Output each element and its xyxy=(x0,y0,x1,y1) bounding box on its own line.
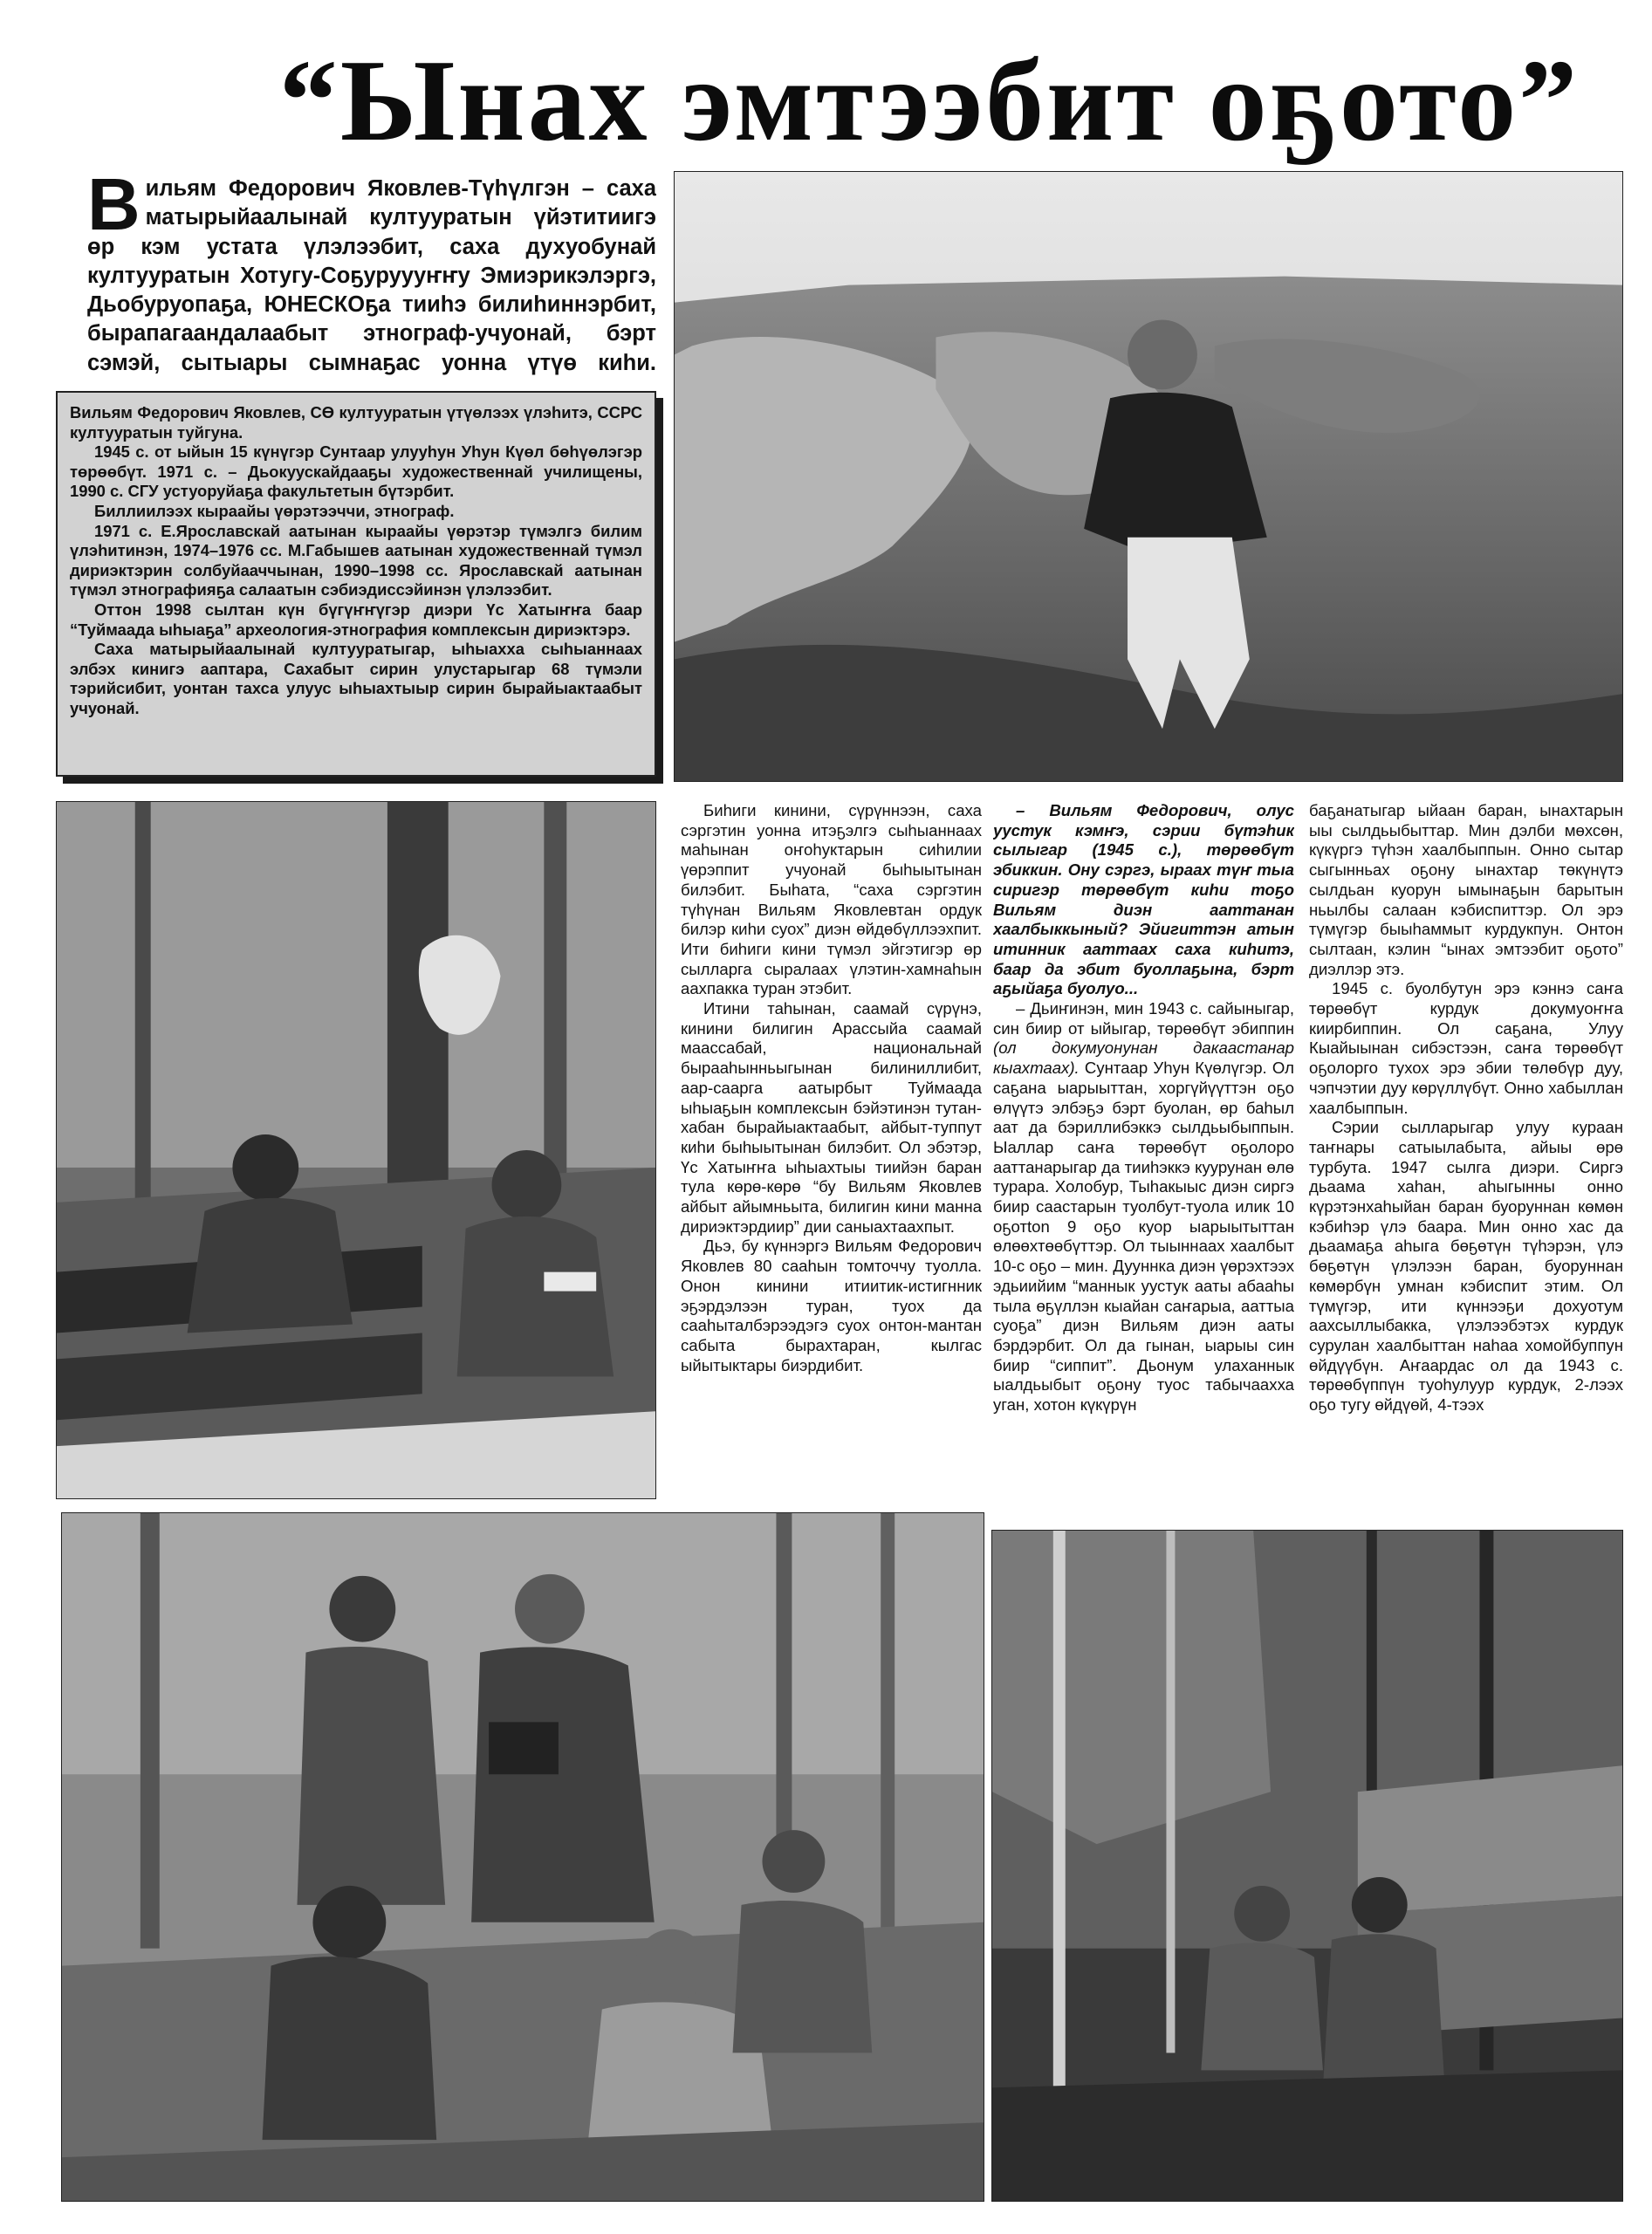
article-column-2 xyxy=(993,801,1294,1530)
lead-paragraph xyxy=(87,175,656,380)
canyon-photo-image xyxy=(675,172,1622,781)
lead-text: ильям Федорович Яковлев-Түһүлгэн – саха матырыйаалынай култууратын үйэтитиигэ өр кэм устата үлэлээбит, саха духуобунай култууратын Хотугу-Соҕуруууҥҥу Эмиэрикэлэргэ, Дьобуруопаҕа, ЮНЕСКОҕа тииһэ билиһиннэрбит, бырапагаандалаабыт этнограф-учуонай, бэрт сэмэй, сытыары сымнаҕас уонна үтүө киһи. xyxy=(87,176,656,375)
interview-question: – Вильям Федорович, олус уустук кэмҥэ, сэрии бүтэһик сылыгар (1945 с.), төрөөбүт эбиккин. Ону сэргэ, ыраах түҥ тыа сиригэр төрөөбүт киһи тоҕо Вильям диэн ааттанан хаалбыккыный? Эйигиттэн атын итинник ааттаах саха киһитэ, баар да эбит буоллаҕына, бэрт аҕыйаҕа буолуо... xyxy=(993,801,1294,998)
photo-log-cabin-two-men xyxy=(991,1530,1623,2202)
paragraph: баҕанатыгар ыйаан баран, ынахтарын ыы сылдьыбыттар. Мин дэлби мөхсөн, күкүргэ түһэн хаалбыппын. Онно сытар сыгынньах оҕону ынахтар төкүнүтэ сылдьан куорун ымынаҕын барытын ньылбы салаан кэбиспиттэр. Ол эрэ түмүгэр быыһаммыт курдукпун. Онтон сылтаан, кэлин “ынах эмтээбит оҕото” диэллэр этэ. xyxy=(1309,801,1623,978)
paragraph: Сэрии сылларыгар улуу кураан таҥнары сатыылабыта, айыы өрө турбута. 1947 сылга диэри. Сиргэ дьаама хаһан, аһыгынны онно күрэтэнхаһыйан баран буоруннан көмөн кэбиһэр үлэ баара. Мин онно хас да дьаамаҕа аһыгa бөҕөтүн түһэрэн, үлэ бөҕөтүн үлэлээн баран, буоруннан көмөрбүн умнан кэбиспит этим. Ол түмүгэр, ити күннээҕи дохуотум аахсыллыбакка, үлэлээбэтэх курдук сурулан хаалбыттан наһаа хомойбуппун өйдүүбүн. Аҥаардас ол да 1943 с. төрөөбүппүн туоһулуур курдук, 2-лээх оҕо тугу өйдүөй, 4-тээх xyxy=(1309,1118,1623,1415)
paragraph: Дьэ, бу күннэргэ Вильям Федорович Яковлев 80 сааһын томточчу туолла. Онон кинини итиитик-истигнник эҕэрдэлээн туран, туох да сааһыталбэрээдэгэ суох онтон-мантан сабыта бырахтаран, кылгас ыйытыктары биэрдибит. xyxy=(681,1237,982,1374)
photo-canyon-portrait xyxy=(674,171,1623,782)
photo-forest-two-men xyxy=(56,801,656,1499)
answer-rest: Сунтаар Уһун Күөлүгэр. Ол саҕана ыарыыттан, хоргүйүүттэн оҕо өлүүтэ элбэҕэ бэрт буолан, өр баһыл аат да бэриллибэккэ сылдьыбыппын. Ыаллар саҥа төрөөбүт оҕолоро ааттанарыгар да тииһэккэ куурунан өлө турара. Холобур, Тыһакыыс диэн сиргэ биир саастарын туолбут-туола илик 10 оҕотton 9 оҕо куор ыарыытыттан өлөөхтөөбүттэр. Ол тыыннаах хаалбыт 10-с оҕо – мин. Дууннка диэн үөрэхтээх эдьиийим “маннык уустук ааты абааһы тыла өҕүллэн кыайан саҥарыа, ааттыа суоҕа” диэн Вильям диэн ааты бэрдэрбит. Ол да гынан, ыарыы син биир “сиппит”. Дьонум улаханнык ыалдьыбыт оҕону туос табычаахха уган, хотон күкүрүн xyxy=(993,1059,1294,1415)
bio-line: 1945 с. от ыйын 15 күнүгэр Сунтаар улууһун Уһун Күөл бөһүөлэгэр төрөөбүт. 1971 с. – Дьокуускайдааҕы художественнай училищены, 1990 с. СГУ устуоруйаҕа факультетын бүтэрбит. xyxy=(70,442,642,501)
paragraph: Биһиги кинини, сүрүннээн, саха сэргэтин уонна итэҕэлгэ сыһыаннаах маһынан оҥоһуктарын сиһилии үөрэппит учуонай быһыытынан билэбит. Быһата, “саха сэргэтин түһүнан Вильям Яковлевтан ордук билэр киһи суох” диэн өйдөбүллээхпит. Ити биһиги кини түмэл эйгэтигэр өр сылларга сыралаах үлэтин-хамнаһын аахпакка туран этэбит. xyxy=(681,801,982,998)
group-photo-image xyxy=(62,1513,984,2201)
bio-line: Биллиилээх кыраайы үөрэтээччи, этнограф. xyxy=(94,501,455,520)
interview-answer xyxy=(993,999,1294,1415)
article-column-3 xyxy=(1309,801,1623,1525)
biography-box xyxy=(56,391,656,777)
bio-line: Вильям Федорович Яковлев, СӨ култууратын үтүөлээх үлэһитэ, ССРС култууратын туйгуна. xyxy=(70,403,642,442)
cabin-photo-image xyxy=(992,1531,1622,2201)
bio-line: Саха матырыйаалынай култууратыгар, ыһыахха сыһыаннаах элбэх кинигэ ааптара, Сахабыт сирин улустарыгар 68 түмэли тэрийсибит, уонтан тахса улуус ыһыахтыыр сирин бырайыактаабыт учуонай. xyxy=(70,640,642,717)
article-column-1 xyxy=(681,801,982,1499)
answer-italic: (ол докумуонунан дакаастанар кыахтаах). xyxy=(993,1038,1294,1078)
photo-group-forest xyxy=(61,1512,984,2202)
paragraph: Итини таһынан, саамай сүрүнэ, кинини билигин Арассыйа саамай маассабай, национальнай бырааһынньыгынан билиниллибит, аар-саарга аатырбыт Туймаада ыһыаҕын комплексын бэйэтинэн тутан-хабан бырайыактаабыт, айбыт-туппут киһи быһыытынан билэбит. Ол эбэтэр, Үс Хатыҥҥа ыһыахтыы тиийэн баран тула көрө-көрө “бу Вильям Яковлев айбыт айымньыта, билигин кини манна дириэктэрдиир” дии саныахтаахпыт. xyxy=(681,999,982,1236)
drop-cap: В xyxy=(87,175,141,245)
answer-start: – Дьиҥинэн, мин 1943 с. сайыныгар, син биир от ыйыгар, төрөөбүт эбиппин xyxy=(993,999,1294,1038)
forest-photo-image xyxy=(57,802,655,1498)
bio-line: Оттон 1998 сылтан күн бүгүҥҥүгэр диэри Үс Хатыҥҥа баар “Туймаада ыһыаҕа” археология-этнография комплексын дириэктэрэ. xyxy=(70,600,642,639)
headline: “Ынах эмтээбит оҕото” xyxy=(278,36,1580,165)
paragraph: 1945 с. буолбутун эрэ кэннэ саҥа төрөөбүт курдук докумуоҥҥа киирбиппин. Ол саҕана, Улуу Кыайыынан сибэстээн, саҥа төрөөбүт оҕолорго тухох эрэ эбии төлөбүр дуу, чэпчэтии дуу көрүллүбүт. Онно хабыллан хаалбыппын. xyxy=(1309,979,1623,1117)
bio-line: 1971 с. Е.Ярославскай аатынан кыраайы үөрэтэр түмэлгэ билим үлэһитинэн, 1974–1976 сс. М.Габышев аатынан художественнай түмэл дириэктэрин солбуйааччынан, 1990–1998 сс. Ярославскай аатынан түмэл этнографияҕа салаатын сэбиэдиссэйинэн үлэлээбит. xyxy=(70,521,642,600)
